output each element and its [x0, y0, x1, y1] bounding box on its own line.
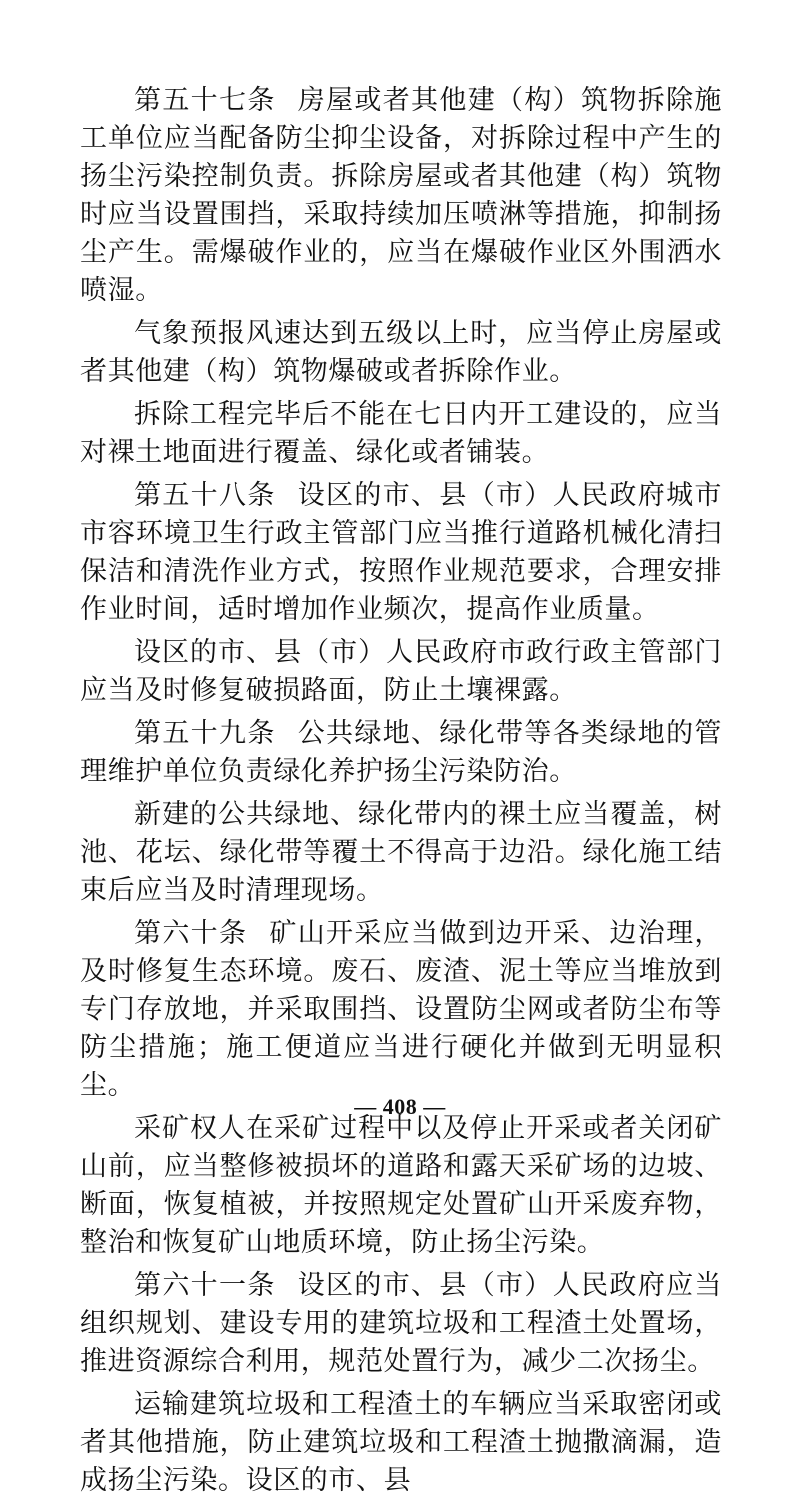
paragraph-11: [80, 1386, 722, 1500]
paragraph-text: 矿山开采应当做到边开采、边治理，及时修复生态环境。废石、废渣、泥土等应当堆放到专门存放地，并采取围挡、设置防尘网或者防尘布等防尘措施；施工便道应当进行硬化并做到无明显积尘。: [80, 918, 722, 1101]
document-body: [80, 82, 722, 1505]
paragraph-4: [80, 477, 722, 629]
paragraph-8: [80, 915, 722, 1105]
paragraph-text: 房屋或者其他建（构）筑物拆除施工单位应当配备防尘抑尘设备，对拆除过程中产生的扬尘污染控制负责。拆除房屋或者其他建（构）筑物时应当设置围挡，采取持续加压喷淋等措施，抑制扬尘产生。需爆破作业的，应当在爆破作业区外围洒水喷湿。: [80, 85, 723, 306]
paragraph-1: [80, 82, 722, 310]
article-number: 第五十八条: [134, 480, 276, 511]
article-number: 第六十一条: [134, 1270, 276, 1301]
paragraph-text: 气象预报风速达到五级以上时，应当停止房屋或者其他建（构）筑物爆破或者拆除作业。: [80, 318, 722, 387]
paragraph-text: 公共绿地、绿化带等各类绿地的管理维护单位负责绿化养护扬尘污染防治。: [80, 718, 723, 787]
paragraph-9: [80, 1110, 722, 1262]
paragraph-text: 采矿权人在采矿过程中以及停止开采或者关闭矿山前，应当整修被损坏的道路和露天采矿场的边坡、断面，恢复植被，并按照规定处置矿山开采废弃物，整治和恢复矿山地质环境，防止扬尘污染。: [80, 1113, 722, 1258]
paragraph-10: [80, 1267, 722, 1381]
paragraph-text: 拆除工程完毕后不能在七日内开工建设的，应当对裸土地面进行覆盖、绿化或者铺装。: [80, 399, 722, 468]
page-number: — 408 —: [354, 1094, 446, 1119]
paragraph-text: 运输建筑垃圾和工程渣土的车辆应当采取密闭或者其他措施，防止建筑垃圾和工程渣土抛撒滴漏，造成扬尘污染。设区的市、县: [80, 1389, 722, 1496]
paragraph-text: 新建的公共绿地、绿化带内的裸土应当覆盖，树池、花坛、绿化带等覆土不得高于边沿。绿化施工结束后应当及时清理现场。: [80, 799, 722, 906]
paragraph-6: [80, 715, 722, 791]
paragraph-7: [80, 796, 722, 910]
paragraph-text: 设区的市、县（市）人民政府城市市容环境卫生行政主管部门应当推行道路机械化清扫保洁和清洗作业方式，按照作业规范要求，合理安排作业时间，适时增加作业频次，提高作业质量。: [80, 480, 723, 625]
paragraph-text: 设区的市、县（市）人民政府市政行政主管部门应当及时修复破损路面，防止土壤裸露。: [80, 637, 722, 706]
article-number: 第五十七条: [134, 85, 276, 116]
paragraph-3: [80, 396, 722, 472]
paragraph-text: 设区的市、县（市）人民政府应当组织规划、建设专用的建筑垃圾和工程渣土处置场，推进资源综合利用，规范处置行为，减少二次扬尘。: [80, 1270, 723, 1377]
article-number: 第六十条: [134, 918, 248, 949]
article-number: 第五十九条: [134, 718, 276, 749]
paragraph-5: [80, 634, 722, 710]
paragraph-2: [80, 315, 722, 391]
